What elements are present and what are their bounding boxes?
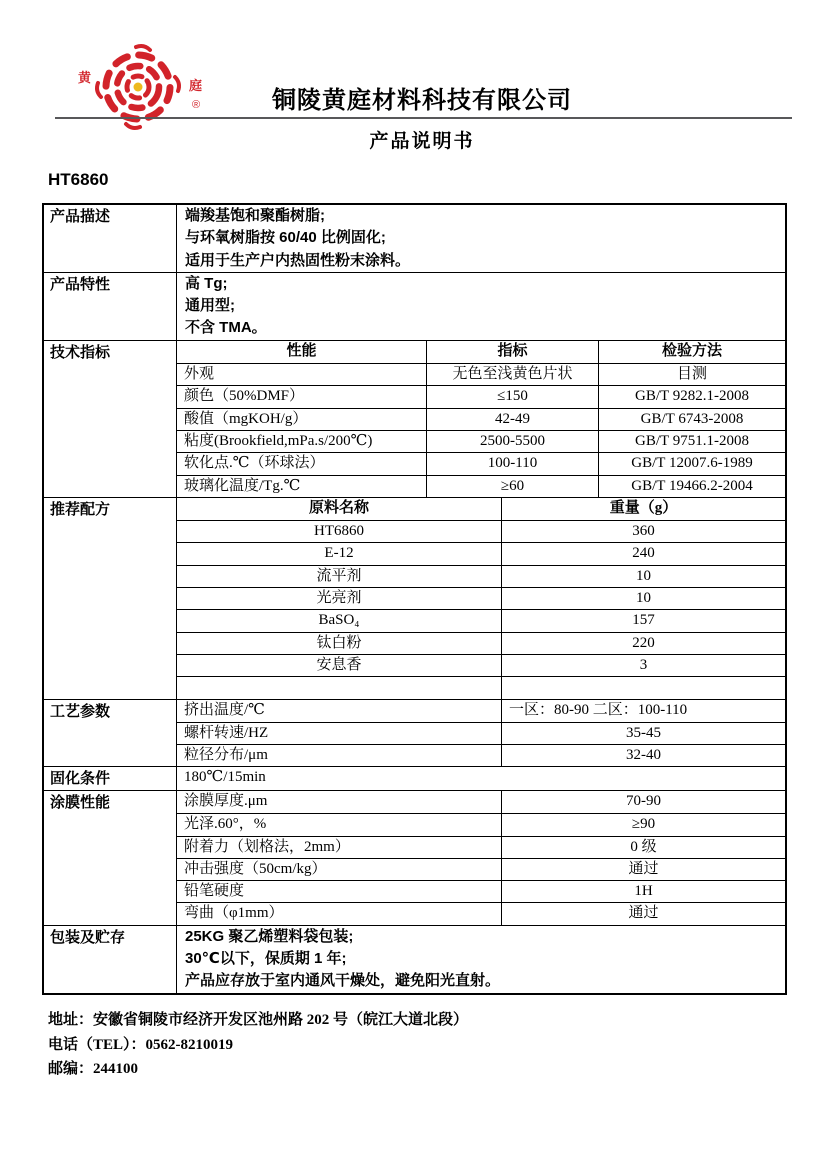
packaging-line: 产品应存放于室内通风干燥处，避免阳光直射。 [185, 972, 501, 990]
tech-header-spec: 指标 [427, 341, 599, 363]
coating-value: 通过 [628, 905, 659, 922]
tech-row-viscosity [177, 430, 785, 452]
curing-condition-value: 180℃/15min [184, 769, 266, 786]
section-recommended-formula [44, 497, 785, 699]
formula-weight: 157 [632, 612, 655, 629]
formula-header-weight: 重量（g） [609, 499, 678, 516]
process-parameter: 粒径分布/μm [177, 745, 502, 766]
feature-line: 通用型; [185, 297, 235, 315]
section-label: 推荐配方 [44, 498, 177, 699]
coating-property: 弯曲（φ1mm） [177, 903, 502, 924]
section-process-parameters [44, 699, 785, 767]
formula-row [177, 565, 785, 587]
formula-header-material: 原料名称 [177, 498, 502, 520]
description-line: 适用于生产户内热固性粉末涂料。 [185, 251, 411, 269]
coating-property: 附着力（划格法，2mm） [177, 837, 502, 858]
tech-method: 目测 [676, 366, 707, 383]
coating-row-impact [177, 858, 785, 880]
tech-row-acid-value [177, 408, 785, 430]
formula-weight: 10 [636, 590, 651, 607]
tech-spec: 100-110 [427, 453, 599, 474]
tech-method: GB/T 9282.1-2008 [635, 388, 749, 405]
formula-weight: 220 [632, 634, 655, 651]
postal-code-line: 邮编：244100 [48, 1061, 139, 1077]
section-label: 工艺参数 [44, 700, 177, 767]
packaging-line: 30℃以下，保质期 1 年; [185, 950, 347, 967]
formula-material [177, 677, 502, 698]
product-code: HT6860 [48, 170, 109, 189]
tech-header-row [177, 341, 785, 363]
formula-weight: 240 [632, 545, 655, 562]
tech-spec: 无色至浅黄色片状 [427, 364, 599, 385]
section-label: 产品特性 [44, 273, 177, 340]
section-product-description [44, 205, 785, 272]
feature-line: 高 Tg; [185, 274, 228, 292]
section-packaging-storage [44, 925, 785, 993]
section-label: 技术指标 [44, 341, 177, 497]
formula-weight [502, 677, 785, 698]
document-title: 产品说明书 [369, 131, 475, 152]
tech-property: 外观 [177, 364, 427, 385]
section-curing-conditions [44, 766, 785, 790]
process-value: 35-45 [626, 724, 661, 741]
coating-value: 通过 [628, 860, 659, 877]
address-line: 地址：安徽省铜陵市经济开发区池州路 202 号（皖江大道北段） [48, 1012, 469, 1028]
tech-method: GB/T 9751.1-2008 [635, 432, 749, 449]
process-value: 32-40 [626, 747, 661, 764]
coating-property: 冲击强度（50cm/kg） [177, 859, 502, 880]
formula-row-empty [177, 676, 785, 698]
formula-material: BaSO₄ [177, 610, 502, 631]
process-value: 一区：80-90 二区：100-110 [509, 701, 688, 718]
logo-right-char: 庭 [189, 78, 203, 93]
coating-property: 铅笔硬度 [177, 881, 502, 902]
description-line: 与环氧树脂按 60/40 比例固化; [185, 229, 386, 247]
process-row-particle-size [177, 744, 785, 766]
tech-property: 粘度(Brookfield,mPa.s/200℃) [177, 431, 427, 452]
company-name: 铜陵黄庭材料科技有限公司 [272, 87, 572, 114]
registered-trademark-icon: ® [192, 99, 201, 111]
coating-row-thickness [177, 791, 785, 813]
header-divider [55, 117, 792, 119]
coating-value: ≥90 [631, 816, 656, 833]
coating-row-bending [177, 902, 785, 924]
tech-row-appearance [177, 363, 785, 385]
process-row-screw-speed [177, 722, 785, 744]
formula-material: 钛白粉 [177, 633, 502, 654]
section-label: 涂膜性能 [44, 791, 177, 925]
tech-spec: ≥60 [427, 476, 599, 497]
tech-property: 酸值（mgKOH/g） [177, 409, 427, 430]
coating-value: 0 级 [630, 838, 657, 855]
formula-row [177, 520, 785, 542]
formula-material: E-12 [177, 543, 502, 564]
tech-row-softening-point [177, 452, 785, 474]
process-parameter: 螺杆转速/HZ [177, 723, 502, 744]
logo-left-char: 黄 [78, 70, 92, 85]
tech-property: 玻璃化温度/Tg.℃ [177, 476, 427, 497]
packaging-line: 25KG 聚乙烯塑料袋包装; [185, 927, 354, 945]
coating-row-pencil-hardness [177, 880, 785, 902]
coating-property: 涂膜厚度.μm [177, 791, 502, 813]
formula-material: HT6860 [177, 521, 502, 542]
section-coating-performance [44, 790, 785, 925]
tech-method: GB/T 19466.2-2004 [631, 477, 753, 494]
tech-method: GB/T 12007.6-1989 [631, 455, 753, 472]
tech-header-property: 性能 [177, 341, 427, 363]
section-technical-indicators [44, 340, 785, 497]
phone-line: 电话（TEL）：0562-8210019 [48, 1036, 234, 1053]
contact-footer [48, 1008, 468, 1082]
formula-row [177, 587, 785, 609]
formula-row [177, 609, 785, 631]
section-label: 包装及贮存 [44, 926, 177, 993]
section-label: 固化条件 [44, 767, 177, 790]
tech-spec: ≤150 [427, 386, 599, 407]
section-product-features [44, 272, 785, 340]
spec-table [42, 203, 787, 995]
description-line: 端羧基饱和聚酯树脂; [185, 207, 325, 224]
tech-method: GB/T 6743-2008 [640, 410, 744, 427]
formula-material: 安息香 [177, 655, 502, 676]
formula-weight: 10 [636, 567, 651, 584]
tech-spec: 42-49 [427, 409, 599, 430]
formula-material: 流平剂 [177, 566, 502, 587]
section-label: 产品描述 [44, 205, 177, 272]
formula-row [177, 632, 785, 654]
process-parameter: 挤出温度/℃ [177, 700, 502, 722]
tech-property: 颜色（50%DMF） [177, 386, 427, 407]
coating-row-adhesion [177, 836, 785, 858]
coating-row-gloss [177, 813, 785, 835]
formula-row [177, 654, 785, 676]
formula-header-row [177, 498, 785, 520]
formula-row [177, 542, 785, 564]
feature-line: 不含 TMA。 [185, 319, 267, 337]
formula-weight: 3 [639, 656, 648, 673]
tech-row-color [177, 385, 785, 407]
process-row-extrusion-temp [177, 700, 785, 722]
formula-material: 光亮剂 [177, 588, 502, 609]
tech-property: 软化点.℃（环球法） [177, 453, 427, 474]
tech-spec: 2500-5500 [427, 431, 599, 452]
coating-property: 光泽.60°，% [177, 814, 502, 835]
tech-header-method: 检验方法 [661, 342, 722, 359]
coating-value: 1H [634, 883, 653, 900]
coating-value: 70-90 [626, 792, 661, 809]
tech-row-glass-transition [177, 475, 785, 497]
formula-weight: 360 [632, 523, 655, 540]
